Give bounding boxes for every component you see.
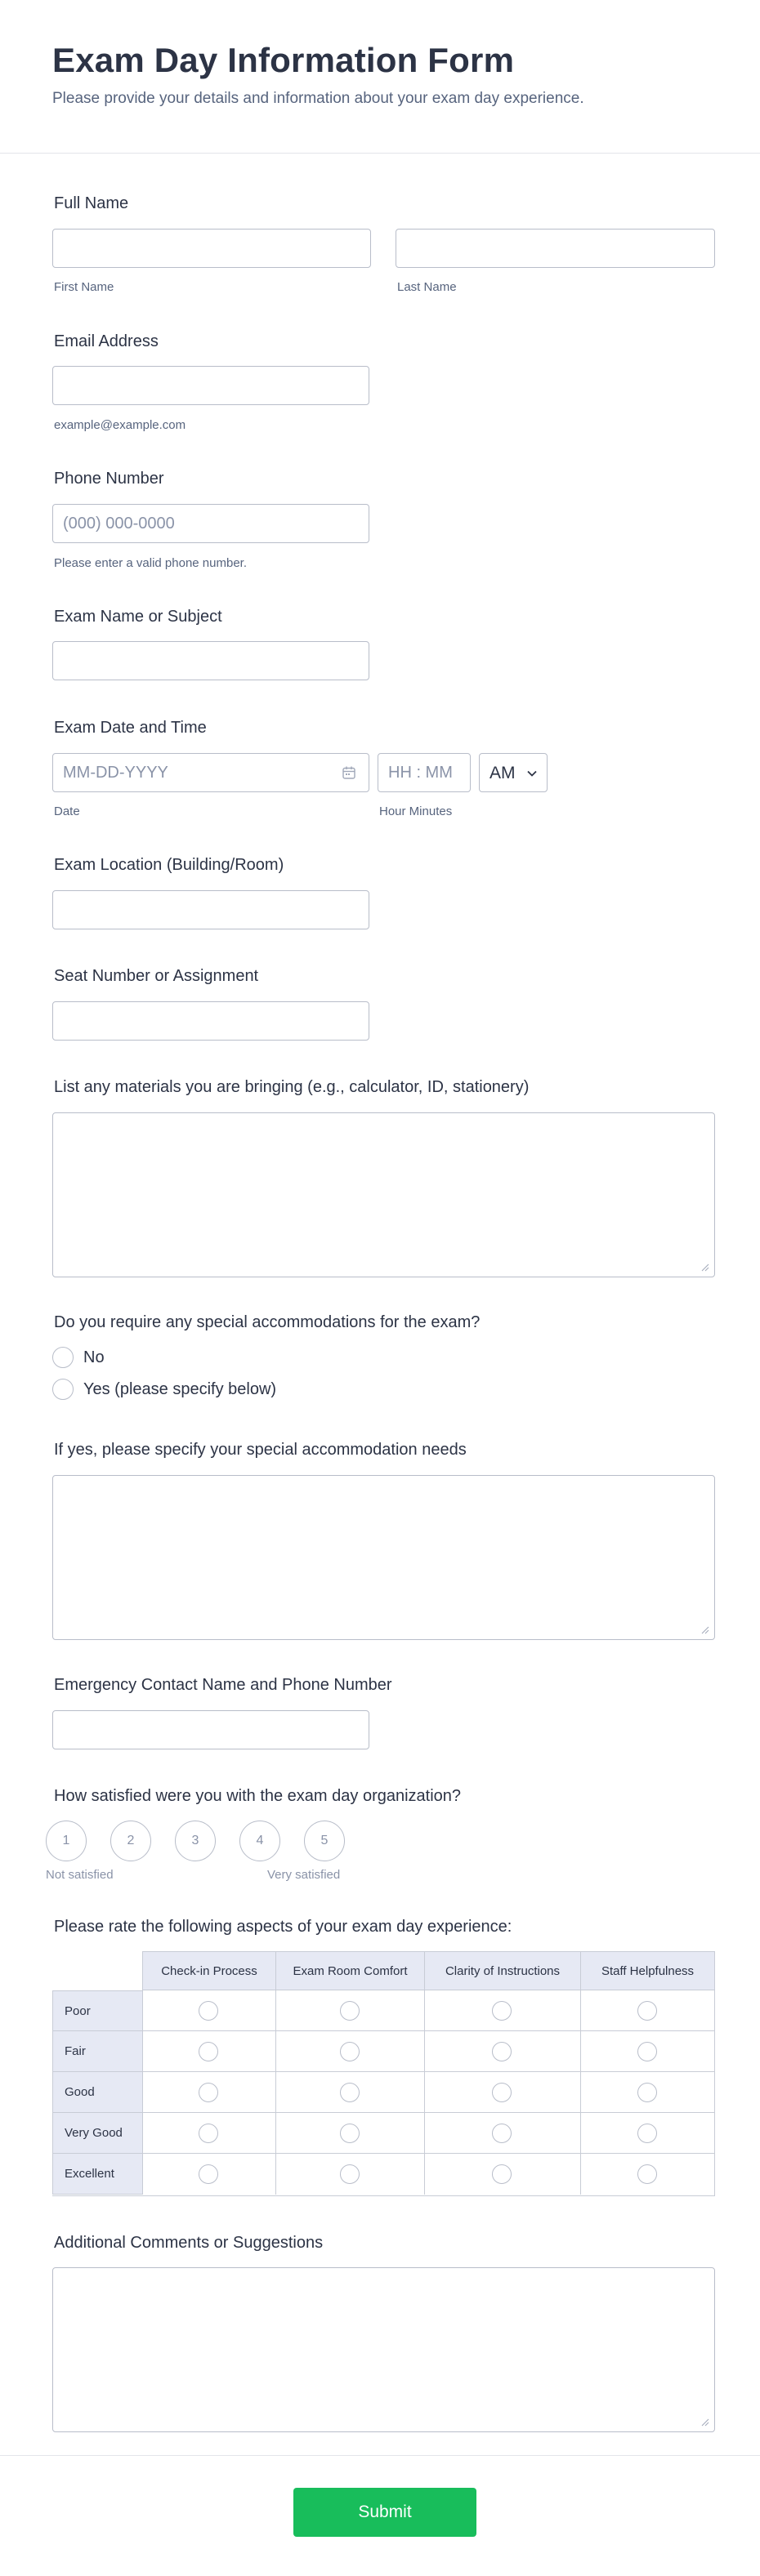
accommodation-needs-label: If yes, please specify your special accommodation needs	[54, 1441, 467, 1459]
materials-textarea[interactable]	[52, 1112, 715, 1277]
seat-input[interactable]	[52, 1001, 369, 1041]
matrix-divider	[424, 1951, 425, 2195]
exam-location-input[interactable]	[52, 890, 369, 929]
footer-divider	[0, 2455, 760, 2456]
emergency-contact-input[interactable]	[52, 1710, 369, 1749]
exam-datetime-label: Exam Date and Time	[54, 719, 207, 737]
matrix-row-header: Excellent	[52, 2154, 142, 2195]
exam-name-input[interactable]	[52, 641, 369, 680]
matrix-radio[interactable]	[492, 2164, 512, 2184]
radio-yes[interactable]	[52, 1379, 74, 1400]
form-title: Exam Day Information Form	[52, 41, 515, 79]
matrix-radio[interactable]	[340, 2164, 360, 2184]
last-name-input[interactable]	[396, 229, 715, 268]
scale-option-3[interactable]: 3	[175, 1821, 216, 1861]
matrix-radio[interactable]	[492, 2083, 512, 2102]
matrix-row	[142, 2113, 714, 2154]
matrix-radio[interactable]	[637, 2001, 657, 2021]
exam-location-label: Exam Location (Building/Room)	[54, 856, 284, 874]
exam-date-input[interactable]	[52, 753, 369, 792]
matrix-radio[interactable]	[492, 2124, 512, 2143]
calendar-icon[interactable]	[342, 765, 356, 780]
matrix-col-header: Check-in Process	[142, 1951, 275, 1990]
scale-option-5[interactable]: 5	[304, 1821, 345, 1861]
matrix-col-header: Staff Helpfulness	[580, 1951, 714, 1990]
matrix-radio[interactable]	[199, 2164, 218, 2184]
emergency-contact-label: Emergency Contact Name and Phone Number	[54, 1676, 392, 1694]
option-no-label: No	[83, 1348, 105, 1366]
matrix-radio[interactable]	[199, 2083, 218, 2102]
matrix-radio[interactable]	[492, 2001, 512, 2021]
date-sublabel: Date	[54, 804, 80, 818]
matrix-row-header: Very Good	[52, 2113, 142, 2154]
matrix-radio[interactable]	[492, 2042, 512, 2061]
exam-name-label: Exam Name or Subject	[54, 608, 222, 626]
matrix-radio[interactable]	[637, 2124, 657, 2143]
matrix-col-header: Exam Room Comfort	[275, 1951, 424, 1990]
matrix-divider	[275, 1951, 276, 2195]
matrix-radio[interactable]	[199, 2124, 218, 2143]
rating-matrix-label: Please rate the following aspects of your exam day experience:	[54, 1918, 512, 1936]
scale-option-2[interactable]: 2	[110, 1821, 151, 1861]
resize-grip-icon[interactable]	[701, 1626, 709, 1634]
scale-option-1[interactable]: 1	[46, 1821, 87, 1861]
matrix-radio[interactable]	[637, 2083, 657, 2102]
last-name-sublabel: Last Name	[397, 280, 457, 294]
email-input[interactable]	[52, 366, 369, 405]
matrix-row-header: Good	[52, 2072, 142, 2113]
matrix-radio[interactable]	[340, 2083, 360, 2102]
matrix-radio[interactable]	[199, 2001, 218, 2021]
matrix-radio[interactable]	[637, 2164, 657, 2184]
matrix-row-header: Poor	[52, 1990, 142, 2031]
submit-button[interactable]: Submit	[293, 2488, 476, 2537]
scale-option-4[interactable]: 4	[239, 1821, 280, 1861]
scale-low-caption: Not satisfied	[46, 1868, 114, 1882]
satisfaction-label: How satisfied were you with the exam day organization?	[54, 1787, 462, 1805]
materials-label: List any materials you are bringing (e.g., calculator, ID, stationery)	[54, 1078, 530, 1096]
form-subtitle: Please provide your details and information about your exam day experience.	[52, 90, 584, 107]
email-label: Email Address	[54, 332, 159, 350]
ampm-select[interactable]	[479, 753, 548, 792]
radio-no[interactable]	[52, 1347, 74, 1368]
phone-input[interactable]	[52, 504, 369, 543]
seat-label: Seat Number or Assignment	[54, 967, 259, 985]
matrix-radio[interactable]	[340, 2042, 360, 2061]
full-name-label: Full Name	[54, 194, 129, 212]
resize-grip-icon[interactable]	[701, 2418, 709, 2427]
matrix-divider	[142, 1951, 143, 2195]
accommodations-label: Do you require any special accommodations for the exam?	[54, 1313, 481, 1331]
matrix-radio[interactable]	[340, 2001, 360, 2021]
matrix-row-header: Fair	[52, 2031, 142, 2072]
matrix-row	[142, 2072, 714, 2113]
phone-label: Phone Number	[54, 470, 164, 488]
rating-matrix	[52, 1951, 715, 2196]
comments-textarea[interactable]	[52, 2267, 715, 2432]
comments-label: Additional Comments or Suggestions	[54, 2234, 324, 2252]
matrix-radio[interactable]	[199, 2042, 218, 2061]
option-yes-label: Yes (please specify below)	[83, 1380, 277, 1398]
ampm-value: AM	[490, 764, 516, 782]
matrix-col-header: Clarity of Instructions	[424, 1951, 580, 1990]
email-sublabel: example@example.com	[54, 418, 186, 432]
matrix-row	[142, 2031, 714, 2072]
matrix-divider	[580, 1951, 581, 2195]
matrix-radio[interactable]	[340, 2124, 360, 2143]
matrix-radio[interactable]	[637, 2042, 657, 2061]
accommodation-needs-textarea[interactable]	[52, 1475, 715, 1640]
form-header	[0, 0, 760, 154]
exam-time-input[interactable]	[378, 753, 471, 792]
chevron-down-icon	[526, 768, 538, 779]
scale-high-caption: Very satisfied	[267, 1868, 341, 1882]
resize-grip-icon[interactable]	[701, 1263, 709, 1272]
first-name-sublabel: First Name	[54, 280, 114, 294]
phone-sublabel: Please enter a valid phone number.	[54, 556, 247, 570]
time-sublabel: Hour Minutes	[379, 804, 453, 818]
matrix-row	[142, 2154, 714, 2195]
matrix-row	[142, 1990, 714, 2031]
first-name-input[interactable]	[52, 229, 371, 268]
